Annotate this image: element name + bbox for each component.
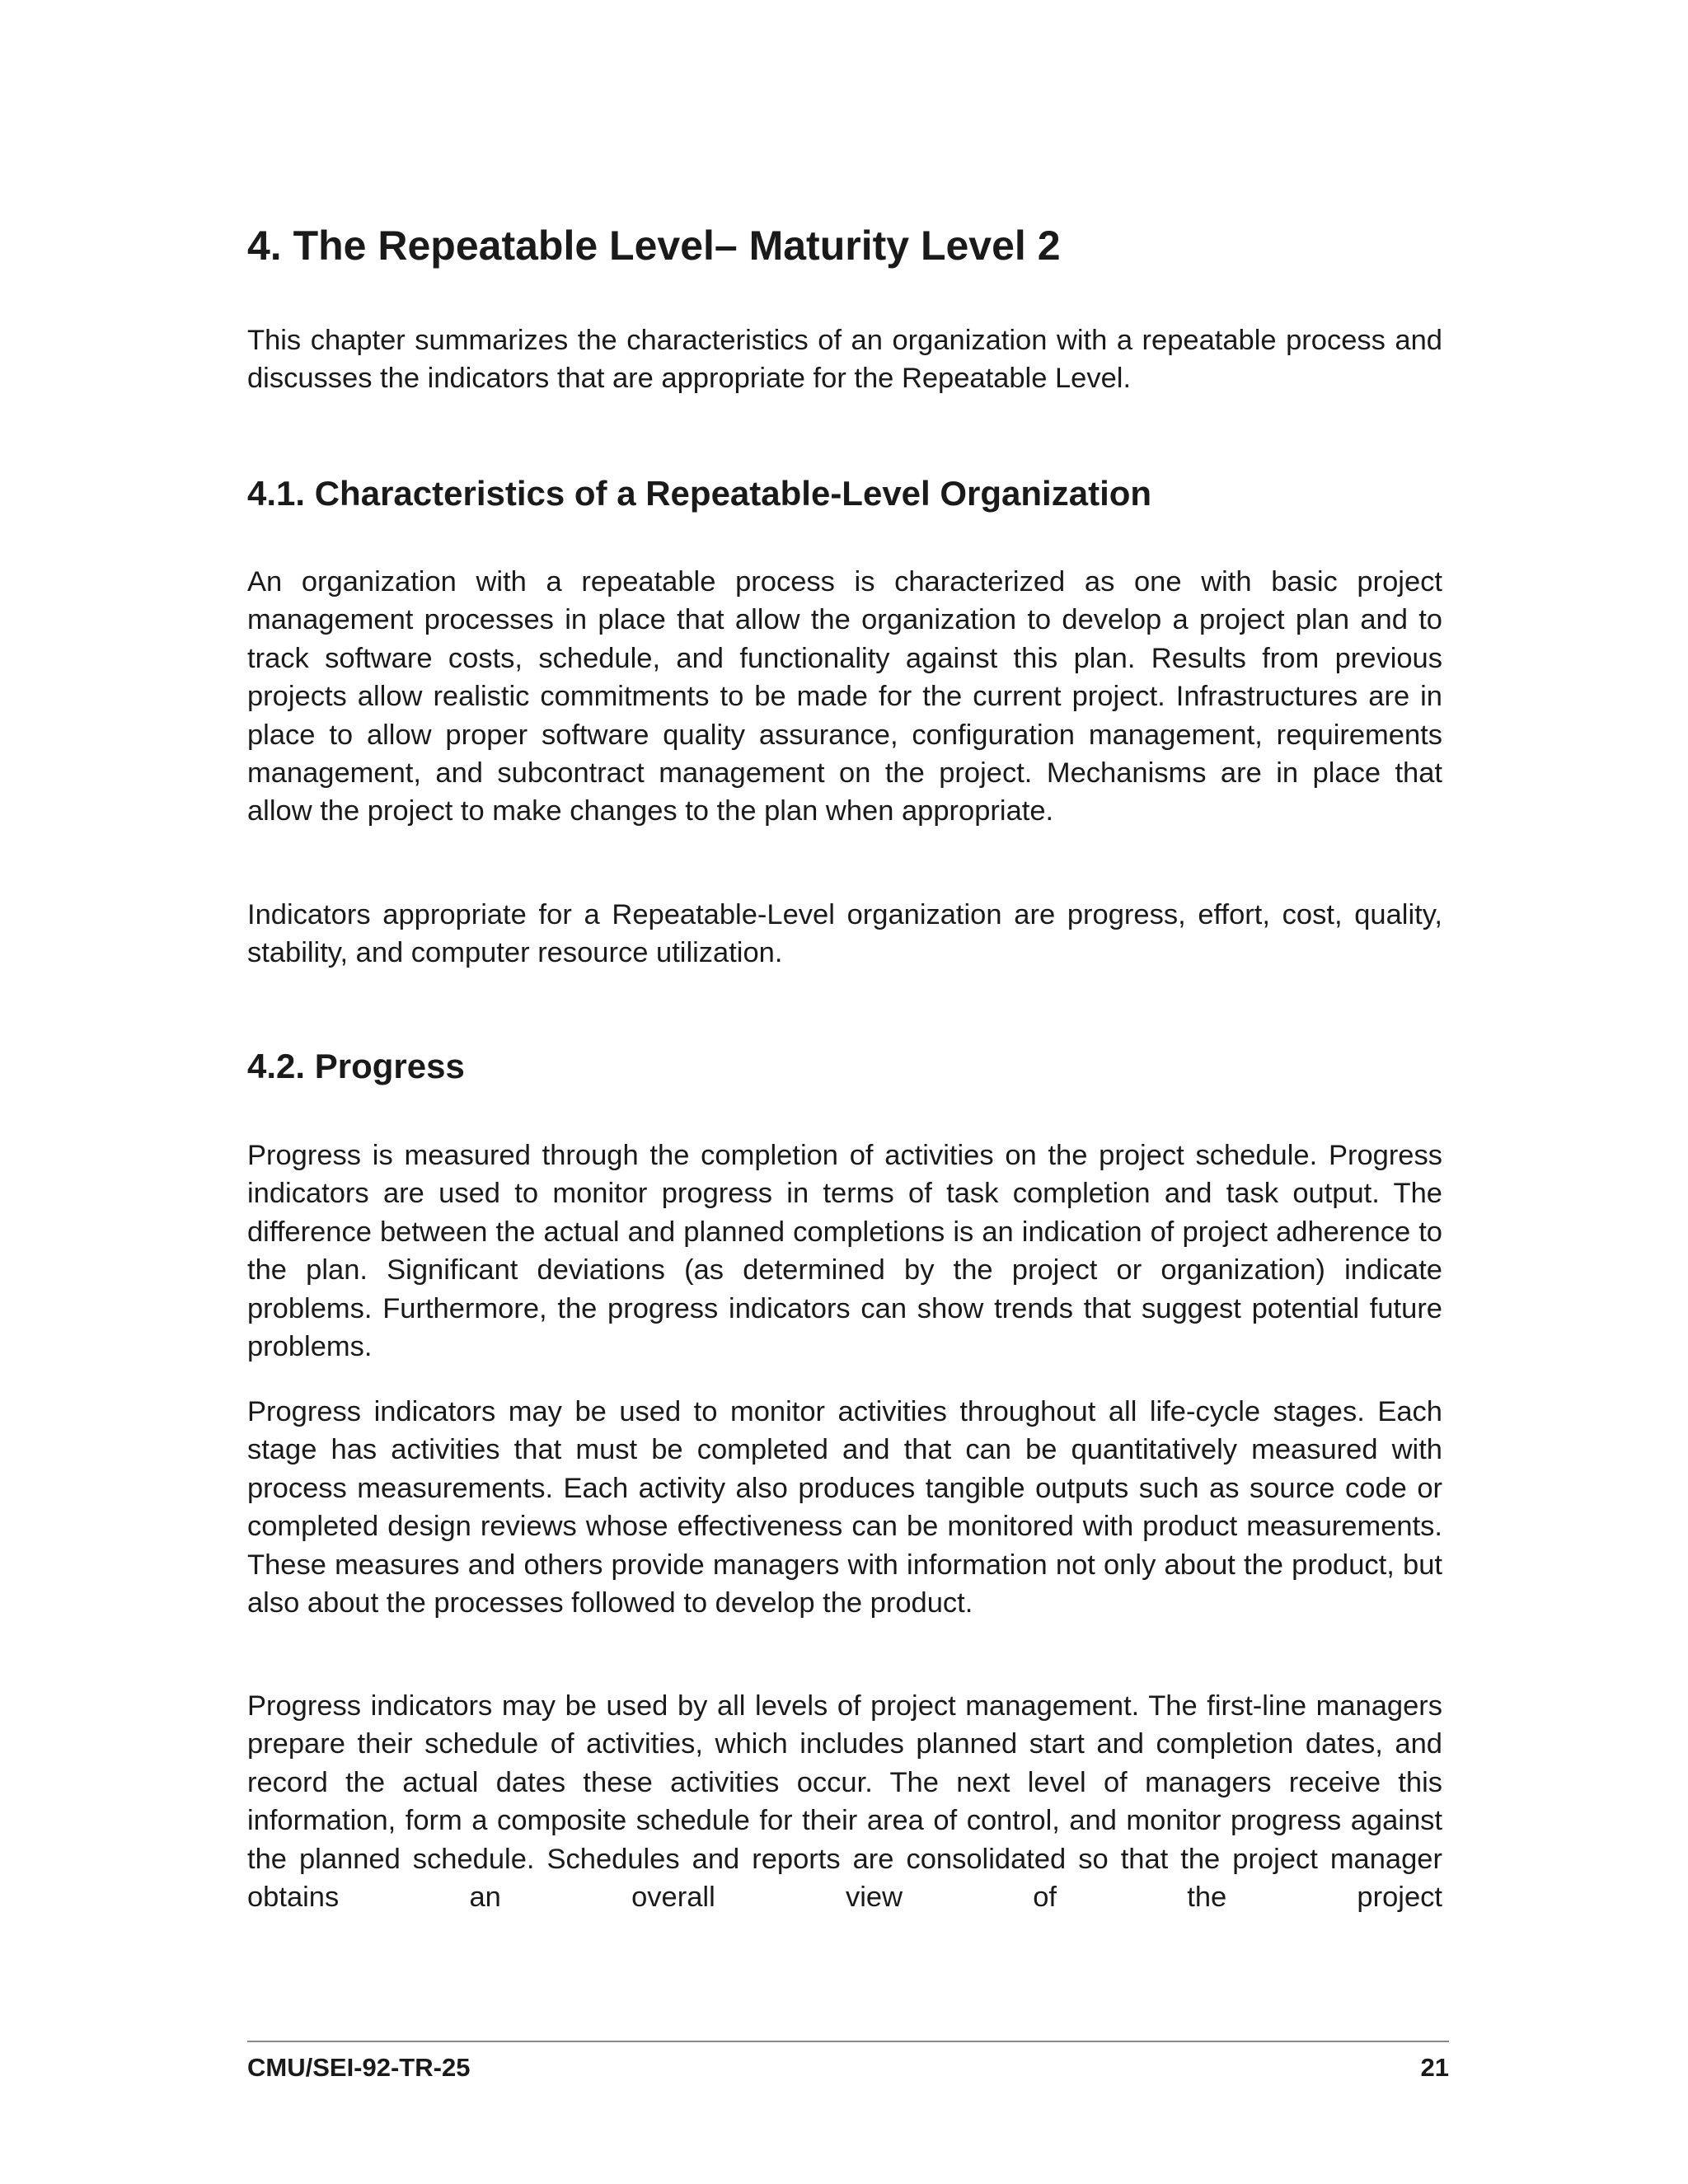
footer-divider [247,2041,1449,2042]
section-4-2-paragraph: Progress indicators may be used to monitor activities throughout all life-cycle stages. Each stage has activities that must be completed and that can be quantitatively measured with process measurements. Each activity also produces tangible outputs such as source code or completed design reviews whose effectiveness can be monitored with product measurements. These measures and others provide managers with information not only about the product, but also about the processes followed to develop the product. [247,1396,1442,1619]
footer-page-number: 21 [1420,2053,1449,2082]
footer-report-id: CMU/SEI-92-TR-25 [247,2053,471,2082]
chapter-intro: This chapter summarizes the characteristics of an organization with a repeatable process and discusses the indicators that are appropriate for the Repeatable Level. [247,325,1442,395]
section-4-2-heading: 4.2. Progress [247,1047,465,1085]
chapter-title: 4. The Repeatable Level– Maturity Level 2 [247,223,1061,269]
section-4-1-paragraph: Indicators appropriate for a Repeatable-Level organization are progress, effort, cost, quality, stability, and computer resource utilization. [247,899,1442,969]
document-page [247,0,1449,2184]
section-4-2-paragraph: Progress indicators may be used by all levels of project management. The first-line managers prepare their schedule of activities, which includes planned start and completion dates, and record the actual dates these activities occur. The next level of managers receive this information, form a composite schedule for their area of control, and monitor progress against the planned schedule. Schedules and reports are consolidated so that the project manager obtains an overall view of the project [247,1690,1442,1914]
section-4-2-paragraph: Progress is measured through the completion of activities on the project schedule. Progress indicators are used to monitor progress in terms of task completion and task output. The difference between the actual and planned completions is an indication of project adherence to the plan. Significant deviations (as determined by the project or organization) indicate problems. Furthermore, the progress indicators can show trends that suggest potential future problems. [247,1140,1442,1363]
section-4-1-paragraph: An organization with a repeatable process is characterized as one with basic project management processes in place that allow the organization to develop a project plan and to track software costs, schedule, and functionality against this plan. Results from previous projects allow realistic commitments to be made for the current project. Infrastructures are in place to allow proper software quality assurance, configuration management, requirements management, and subcontract management on the project. Mechanisms are in place that allow the project to make changes to the plan when appropriate. [247,566,1442,827]
section-4-1-heading: 4.1. Characteristics of a Repeatable-Level Organization [247,474,1152,513]
